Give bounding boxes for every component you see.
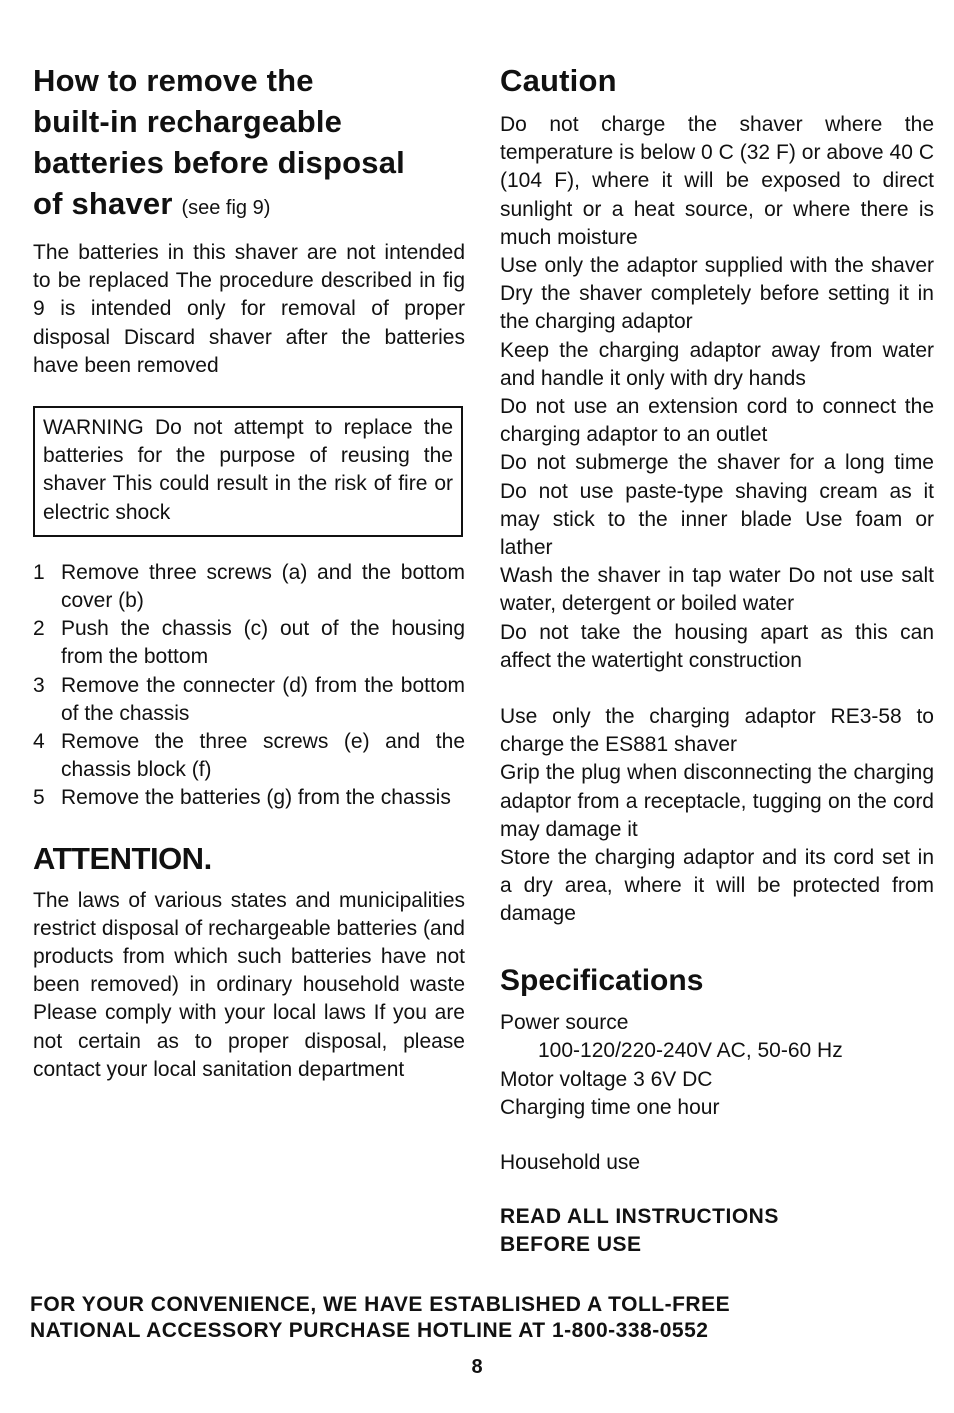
attention-text: The laws of various states and municipalities restrict disposal of rechargeable batteries (and products from which such batteries have not been removed) in ordinary household waste Please comply with your local laws If you are not certain as to proper disposal, please contact your local sanitation department — [33, 888, 465, 1081]
list-item — [33, 728, 465, 784]
caution-paragraph: Do not submerge the shaver for a long time Do not use paste-type shaving cream as it may stick to the inner blade Use foam or lather — [500, 451, 934, 560]
household-use: Household use — [500, 1150, 641, 1174]
list-item — [33, 672, 465, 728]
page-number: 8 — [471, 1356, 483, 1378]
step-number: 4 — [33, 730, 45, 754]
step-number: 2 — [33, 617, 45, 641]
step-text: Remove three screws (a) and the bottom cover (b) — [61, 560, 465, 613]
adaptor-section — [500, 703, 934, 929]
read-instructions-line: BEFORE USE — [500, 1233, 642, 1257]
hotline-footer — [30, 1292, 930, 1344]
adaptor-paragraph: Grip the plug when disconnecting the charging adaptor from a receptacle, tugging on the cord may damage it — [500, 761, 934, 841]
charging-time: Charging time one hour — [500, 1096, 720, 1120]
list-item — [33, 559, 465, 615]
footer-line: NATIONAL ACCESSORY PURCHASE HOTLINE AT 1-800-338-0552 — [30, 1319, 709, 1342]
heading-line — [33, 183, 465, 229]
specifications-heading: Specifications — [500, 963, 704, 997]
power-source-label: Power source — [500, 1010, 629, 1034]
footer-line: FOR YOUR CONVENIENCE, WE HAVE ESTABLISHED A TOLL-FREE — [30, 1293, 731, 1316]
step-number: 1 — [33, 560, 45, 584]
battery-removal-heading — [33, 60, 465, 229]
removal-steps-list — [33, 559, 465, 813]
caution-paragraph: Do not take the housing apart as this can affect the watertight construction — [500, 620, 934, 672]
step-number: 5 — [33, 786, 45, 810]
step-text: Remove the connecter (d) from the bottom of the chassis — [61, 673, 465, 725]
step-number: 3 — [33, 673, 45, 697]
step-text: Remove the three screws (e) and the chassis block (f) — [61, 730, 465, 782]
adaptor-paragraph: Use only the charging adaptor RE3-58 to charge the ES881 shaver — [500, 705, 934, 757]
specifications-block — [500, 1009, 934, 1260]
warning-text: WARNING Do not attempt to replace the batteries for the purpose of reusing the shaver This could result in the risk of fire or electric shock — [43, 416, 453, 524]
step-text: Push the chassis (c) out of the housing from the bottom — [61, 617, 465, 669]
read-instructions-line: READ ALL INSTRUCTIONS — [500, 1205, 779, 1229]
heading-line: How to remove the — [33, 63, 314, 98]
heading-line: batteries before disposal — [33, 145, 405, 180]
heading-main: of shaver — [33, 186, 173, 221]
battery-intro-text: The batteries in this shaver are not intended to be replaced The procedure described in fig 9 is intended only for removal of proper disposal Discard shaver after the batteries have been removed — [33, 241, 465, 377]
heading-line: built-in rechargeable — [33, 104, 343, 139]
spacer — [500, 675, 934, 703]
left-column — [33, 60, 465, 1084]
attention-heading: ATTENTION. — [33, 840, 212, 876]
motor-voltage: Motor voltage 3 6V DC — [500, 1067, 713, 1091]
list-item — [33, 615, 465, 671]
caution-paragraph: Wash the shaver in tap water Do not use salt water, detergent or boiled water — [500, 564, 934, 616]
adaptor-paragraph: Store the charging adaptor and its cord set in a dry area, where it will be protected from damage — [500, 846, 934, 926]
caution-paragraph: Keep the charging adaptor away from water and handle it only with dry hands — [500, 338, 934, 390]
heading-figure-ref: (see fig 9) — [181, 197, 271, 219]
caution-heading: Caution — [500, 63, 617, 98]
step-text: Remove the batteries (g) from the chassis — [61, 786, 451, 810]
caution-paragraph: Do not use an extension cord to connect the charging adaptor to an outlet — [500, 395, 934, 447]
caution-paragraph: Use only the adaptor supplied with the shaver Dry the shaver completely before setting it in the charging adaptor — [500, 254, 934, 334]
power-source-value: 100-120/220-240V AC, 50-60 Hz — [538, 1039, 843, 1063]
right-column — [500, 60, 934, 1259]
caution-section — [500, 111, 934, 675]
caution-paragraph: Do not charge the shaver where the temperature is below 0 C (32 F) or above 40 C (104 F), where it will be exposed to direct sunlight or a heat source, or where there is much moisture — [500, 113, 934, 249]
warning-box — [33, 406, 463, 537]
list-item — [33, 784, 465, 812]
